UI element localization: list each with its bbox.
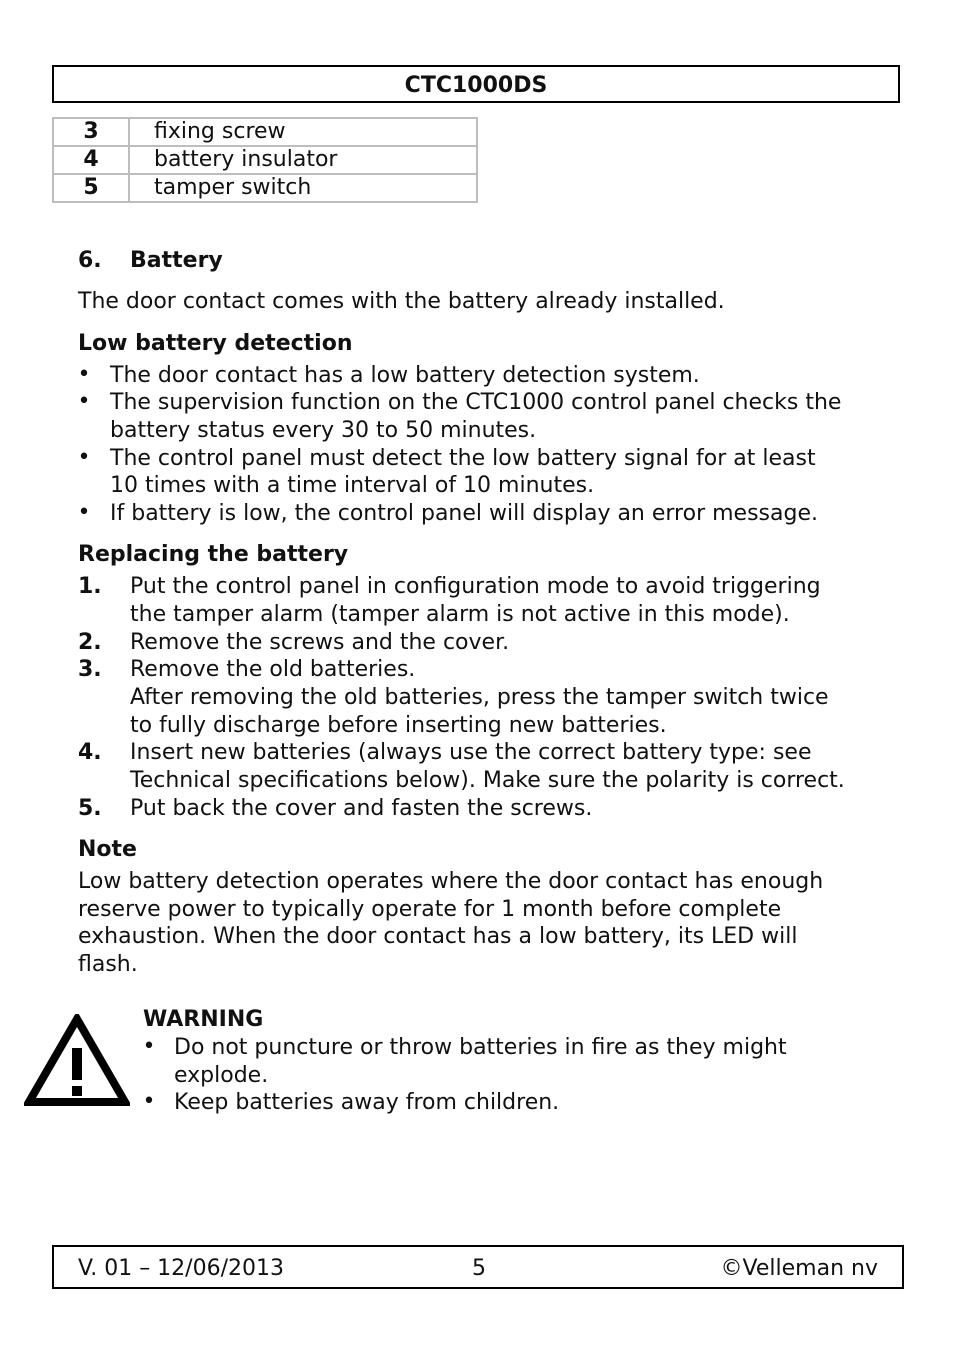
bullet-icon: • bbox=[77, 500, 91, 525]
step-text: Insert new batteries (always use the correct battery type: see bbox=[130, 740, 812, 765]
step-text: Remove the screws and the cover. bbox=[130, 630, 510, 655]
step-number: 5. bbox=[78, 796, 102, 821]
step-number: 3. bbox=[78, 657, 102, 682]
step-number: 1. bbox=[78, 574, 102, 599]
part-number: 5 bbox=[53, 174, 129, 202]
bullet-icon: • bbox=[142, 1089, 156, 1114]
list-item: If battery is low, the control panel will display an error message. bbox=[110, 501, 818, 526]
low-battery-heading: Low battery detection bbox=[78, 331, 353, 356]
bullet-icon: • bbox=[142, 1034, 156, 1059]
table-row bbox=[53, 146, 477, 174]
warning-item: Do not puncture or throw batteries in fire as they might bbox=[174, 1035, 787, 1060]
product-code: CTC1000DS bbox=[404, 73, 548, 98]
step-text: Put the control panel in configuration mode to avoid triggering bbox=[130, 574, 821, 599]
warning-triangle-icon bbox=[24, 1014, 130, 1108]
section-title: Battery bbox=[130, 248, 223, 273]
step-text: Remove the old batteries. bbox=[130, 657, 416, 682]
step-text-continuation: Technical specifications below). Make sure the polarity is correct. bbox=[130, 768, 845, 793]
list-item: The control panel must detect the low battery signal for at least bbox=[110, 446, 816, 471]
step-text-continuation: the tamper alarm (tamper alarm is not active in this mode). bbox=[130, 602, 790, 627]
part-label: tamper switch bbox=[129, 174, 477, 202]
part-label: fixing screw bbox=[129, 118, 477, 146]
document-header bbox=[52, 65, 900, 103]
copyright: ©Velleman nv bbox=[720, 1256, 878, 1281]
list-item-continuation: 10 times with a time interval of 10 minutes. bbox=[110, 473, 595, 498]
replacing-heading: Replacing the battery bbox=[78, 542, 349, 567]
step-number: 2. bbox=[78, 630, 102, 655]
bullet-icon: • bbox=[77, 445, 91, 470]
warning-item-continuation: explode. bbox=[174, 1063, 269, 1088]
step-text-continuation: to fully discharge before inserting new batteries. bbox=[130, 713, 667, 738]
bullet-icon: • bbox=[77, 389, 91, 414]
document-footer bbox=[52, 1245, 904, 1289]
list-item: The supervision function on the CTC1000 control panel checks the bbox=[110, 390, 842, 415]
table-row bbox=[53, 118, 477, 146]
note-text: reserve power to typically operate for 1 month before complete bbox=[78, 897, 782, 922]
note-text: flash. bbox=[78, 952, 138, 977]
part-number: 3 bbox=[53, 118, 129, 146]
intro-text: The door contact comes with the battery already installed. bbox=[78, 289, 725, 314]
note-text: exhaustion. When the door contact has a low battery, its LED will bbox=[78, 924, 798, 949]
list-item-continuation: battery status every 30 to 50 minutes. bbox=[110, 418, 537, 443]
parts-table bbox=[52, 117, 478, 203]
note-text: Low battery detection operates where the door contact has enough bbox=[78, 869, 824, 894]
part-label: battery insulator bbox=[129, 146, 477, 174]
section-number: 6. bbox=[78, 248, 102, 273]
step-text: Put back the cover and fasten the screws. bbox=[130, 796, 593, 821]
warning-item: Keep batteries away from children. bbox=[174, 1090, 560, 1115]
warning-heading: WARNING bbox=[143, 1007, 264, 1032]
list-item: The door contact has a low battery detection system. bbox=[110, 363, 700, 388]
part-number: 4 bbox=[53, 146, 129, 174]
bullet-icon: • bbox=[77, 362, 91, 387]
note-heading: Note bbox=[78, 837, 137, 862]
table-row bbox=[53, 174, 477, 202]
version-date: V. 01 – 12/06/2013 bbox=[78, 1256, 284, 1281]
step-number: 4. bbox=[78, 740, 102, 765]
page-number: 5 bbox=[472, 1256, 486, 1281]
step-text-continuation: After removing the old batteries, press the tamper switch twice bbox=[130, 685, 829, 710]
